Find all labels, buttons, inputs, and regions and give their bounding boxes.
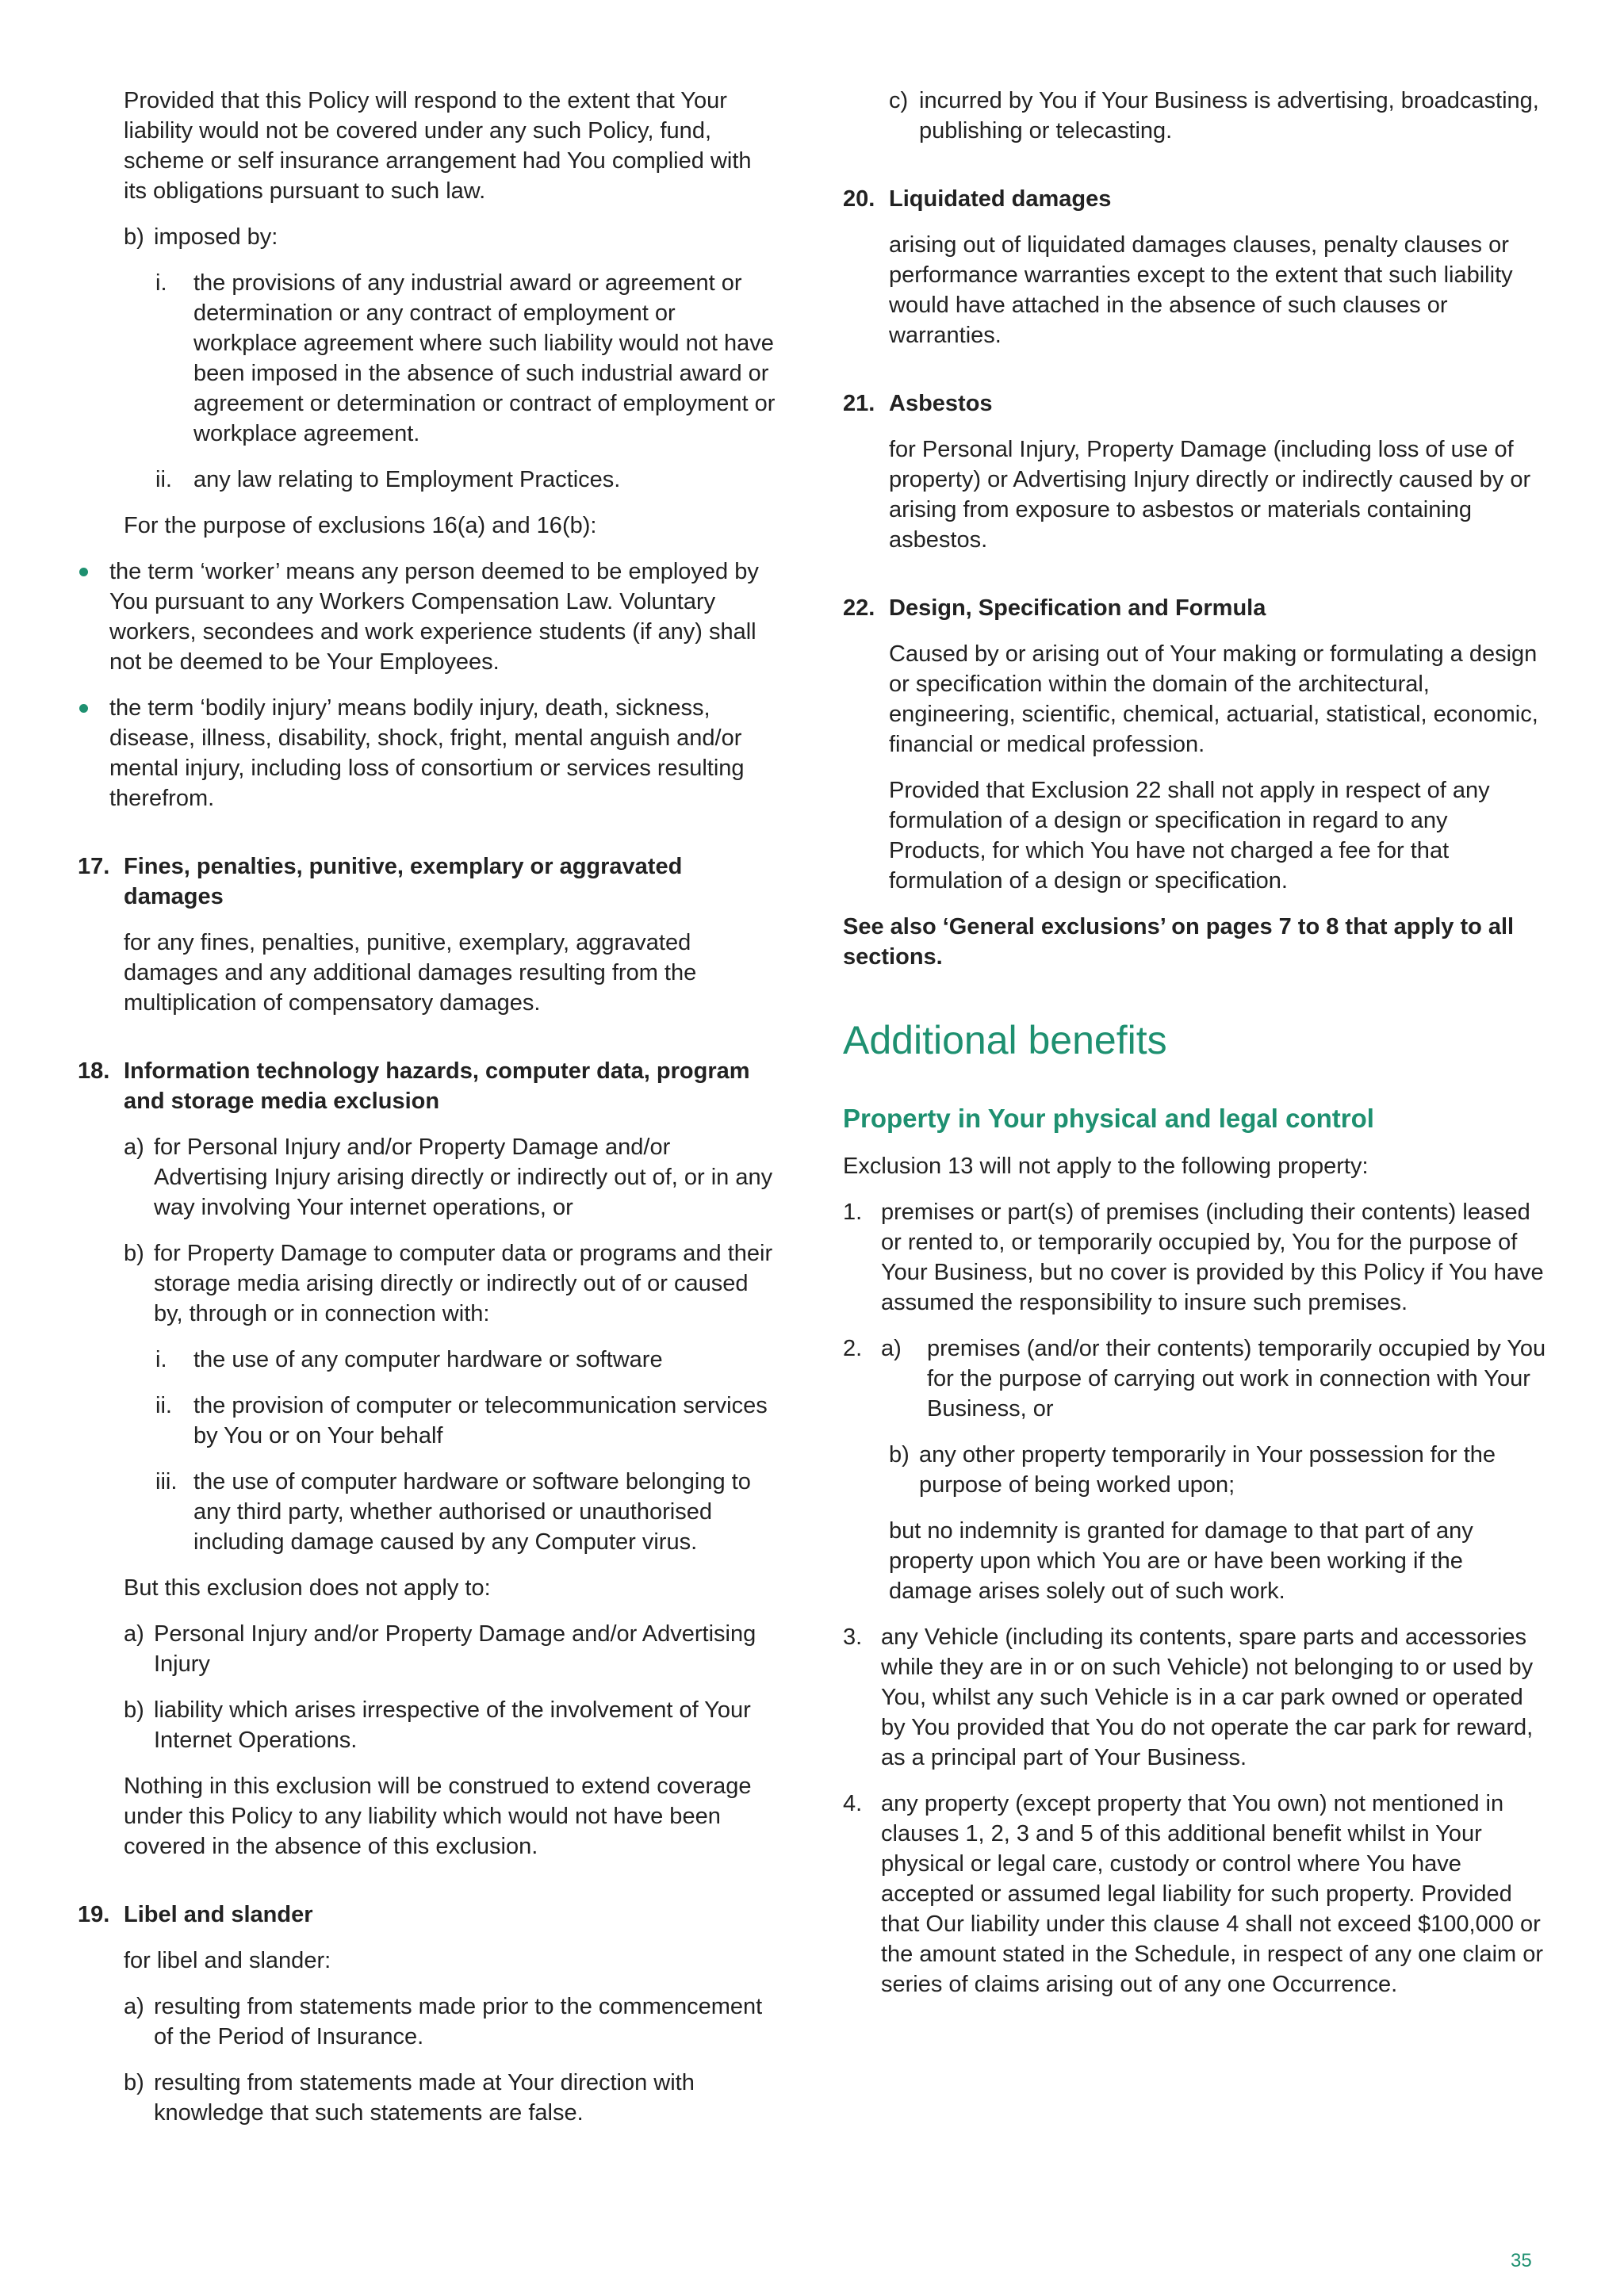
section-21-text: for Personal Injury, Property Damage (including loss of use of property) or Advertising Injury directly or indirectly caused by or arising from exposure to asbestos or materials containing asbestos. (889, 437, 1531, 553)
section-19-b: b) resulting from statements made at Your direction with knowledge that such statements are false. (124, 2070, 695, 2126)
section-19-text: for libel and slander: (124, 1948, 331, 1973)
right-column (843, 86, 1549, 1999)
section-18-b-i: i. the use of any computer hardware or software (155, 1347, 663, 1372)
section-19-a: a) resulting from statements made prior to the commencement of the Period of Insurance. (124, 1994, 763, 2049)
section-20-heading: 20. Liquidated damages (843, 186, 1112, 212)
section-18-heading: 18. Information technology hazards, computer data, program and storage media exclusion (78, 1058, 750, 1114)
left-column (78, 86, 776, 2128)
purpose-paragraph: For the purpose of exclusions 16(a) and 16(b): (124, 513, 597, 538)
section-19-heading: 19. Libel and slander (78, 1902, 313, 1927)
additional-benefits-heading: Additional benefits (843, 1018, 1167, 1062)
benefit-item-2b: b) any other property temporarily in Your possession for the purpose of being worked upon; (889, 1442, 1496, 1498)
proviso-paragraph: Provided that this Policy will respond to the extent that Your liability would not be covered under any such Policy, fund, scheme or self insurance arrangement had You complied with its obligations pursuant to such law. (124, 88, 752, 204)
section-18-b: b) for Property Damage to computer data or programs and their storage media arising directly or indirectly out of or caused by, through or in connection with: (124, 1241, 773, 1326)
section-18-b-iii: iii. the use of computer hardware or software belonging to any third party, whether authorised or unauthorised including damage caused by any Computer virus. (155, 1469, 751, 1555)
section-18-a: a) for Personal Injury and/or Property Damage and/or Advertising Injury arising directly or indirectly out of, or in any way involving Your internet operations, or (124, 1135, 773, 1220)
section-22-heading: 22. Design, Specification and Formula (843, 595, 1266, 621)
benefit-item-4: 4. any property (except property that You own) not mentioned in clauses 1, 2, 3 and 5 of this additional benefit whilst in Your physical or legal care, custody or control where You have accepted or assumed legal liability for such property. Provided that Our liability under this clause 4 shall not exceed $100,000 or the amount stated in the Schedule, in respect of any one claim or series of claims arising out of any one Occurrence. (843, 1791, 1544, 1997)
section-17-heading: 17. Fines, penalties, punitive, exemplary or aggravated damages (78, 854, 683, 909)
clause-c: c) incurred by You if Your Business is advertising, broadcasting, publishing or telecasting. (889, 88, 1539, 144)
section-18-not-b: b) liability which arises irrespective of the involvement of Your Internet Operations. (124, 1697, 751, 1753)
section-18-but: But this exclusion does not apply to: (124, 1575, 491, 1601)
section-18-not-a: a) Personal Injury and/or Property Damage and/or Advertising Injury (124, 1621, 756, 1677)
section-18-b-ii: ii. the provision of computer or telecommunication services by You or on Your behalf (155, 1393, 768, 1448)
page-number: 35 (1511, 2250, 1532, 2271)
section-22-text-2: Provided that Exclusion 22 shall not apply in respect of any formulation of a design or specification in regard to any Products, for which You have not charged a fee for that formulation of a design or specification. (889, 778, 1490, 894)
section-22-text-1: Caused by or arising out of Your making or formulating a design or specification within the domain of the architectural, engineering, scientific, chemical, actuarial, statistical, economic, financial or medical profession. (889, 641, 1538, 757)
benefit-item-2-but: but no indemnity is granted for damage to that part of any property upon which You are or have been working if the damage arises solely out of such work. (889, 1518, 1473, 1604)
bullet-icon (79, 568, 88, 576)
benefit-item-3: 3. any Vehicle (including its contents, spare parts and accessories while they are in or on such Vehicle) not belonging to or used by You, whilst any such Vehicle is in a car park owned or operated by You provided that You do not operate the car park for reward, as a principal part of Your Business. (843, 1624, 1534, 1770)
section-21-heading: 21. Asbestos (843, 391, 993, 416)
property-control-intro: Exclusion 13 will not apply to the following property: (843, 1154, 1369, 1179)
clause-b: b) imposed by: (124, 224, 278, 250)
bullet-worker: the term ‘worker’ means any person deemed to be employed by You pursuant to any Workers Compensation Law. Voluntary workers, secondees and work experience students (if any) shall not be deemed to be Your Employees. (78, 557, 776, 677)
benefit-item-2a: 2. a) premises (and/or their contents) temporarily occupied by You for the purpose of carrying out work in connection with Your Business, or (843, 1336, 1546, 1422)
benefit-item-1: 1. premises or part(s) of premises (including their contents) leased or rented to, or temporarily occupied by, You for the purpose of Your Business, but no cover is provided by this Policy if You have assumed the responsibility to insure such premises. (843, 1200, 1544, 1315)
clause-b-ii: ii. any law relating to Employment Practices. (155, 467, 621, 492)
clause-b-i: i. the provisions of any industrial award or agreement or determination or any contract of employment or workplace agreement where such liability would not have been imposed in the absence of such industrial award or agreement or determination or contract of employment or workplace agreement. (155, 270, 776, 446)
bullet-bodily-injury: the term ‘bodily injury’ means bodily injury, death, sickness, disease, illness, disability, shock, fright, mental anguish and/or mental injury, including loss of consortium or services resulting therefrom. (78, 693, 776, 813)
property-control-heading: Property in Your physical and legal control (843, 1104, 1374, 1133)
section-17-text: for any fines, penalties, punitive, exemplary, aggravated damages and any additional damages resulting from the multiplication of compensatory damages. (124, 930, 697, 1016)
section-18-nothing: Nothing in this exclusion will be construed to extend coverage under this Policy to any liability which would not have been covered in the absence of this exclusion. (124, 1774, 752, 1859)
see-also-note: See also ‘General exclusions’ on pages 7 to 8 that apply to all sections. (843, 914, 1515, 970)
section-20-text: arising out of liquidated damages clauses, penalty clauses or performance warranties except to the extent that such liability would have attached in the absence of such clauses or warranties. (889, 232, 1513, 348)
bullet-icon (79, 704, 88, 713)
